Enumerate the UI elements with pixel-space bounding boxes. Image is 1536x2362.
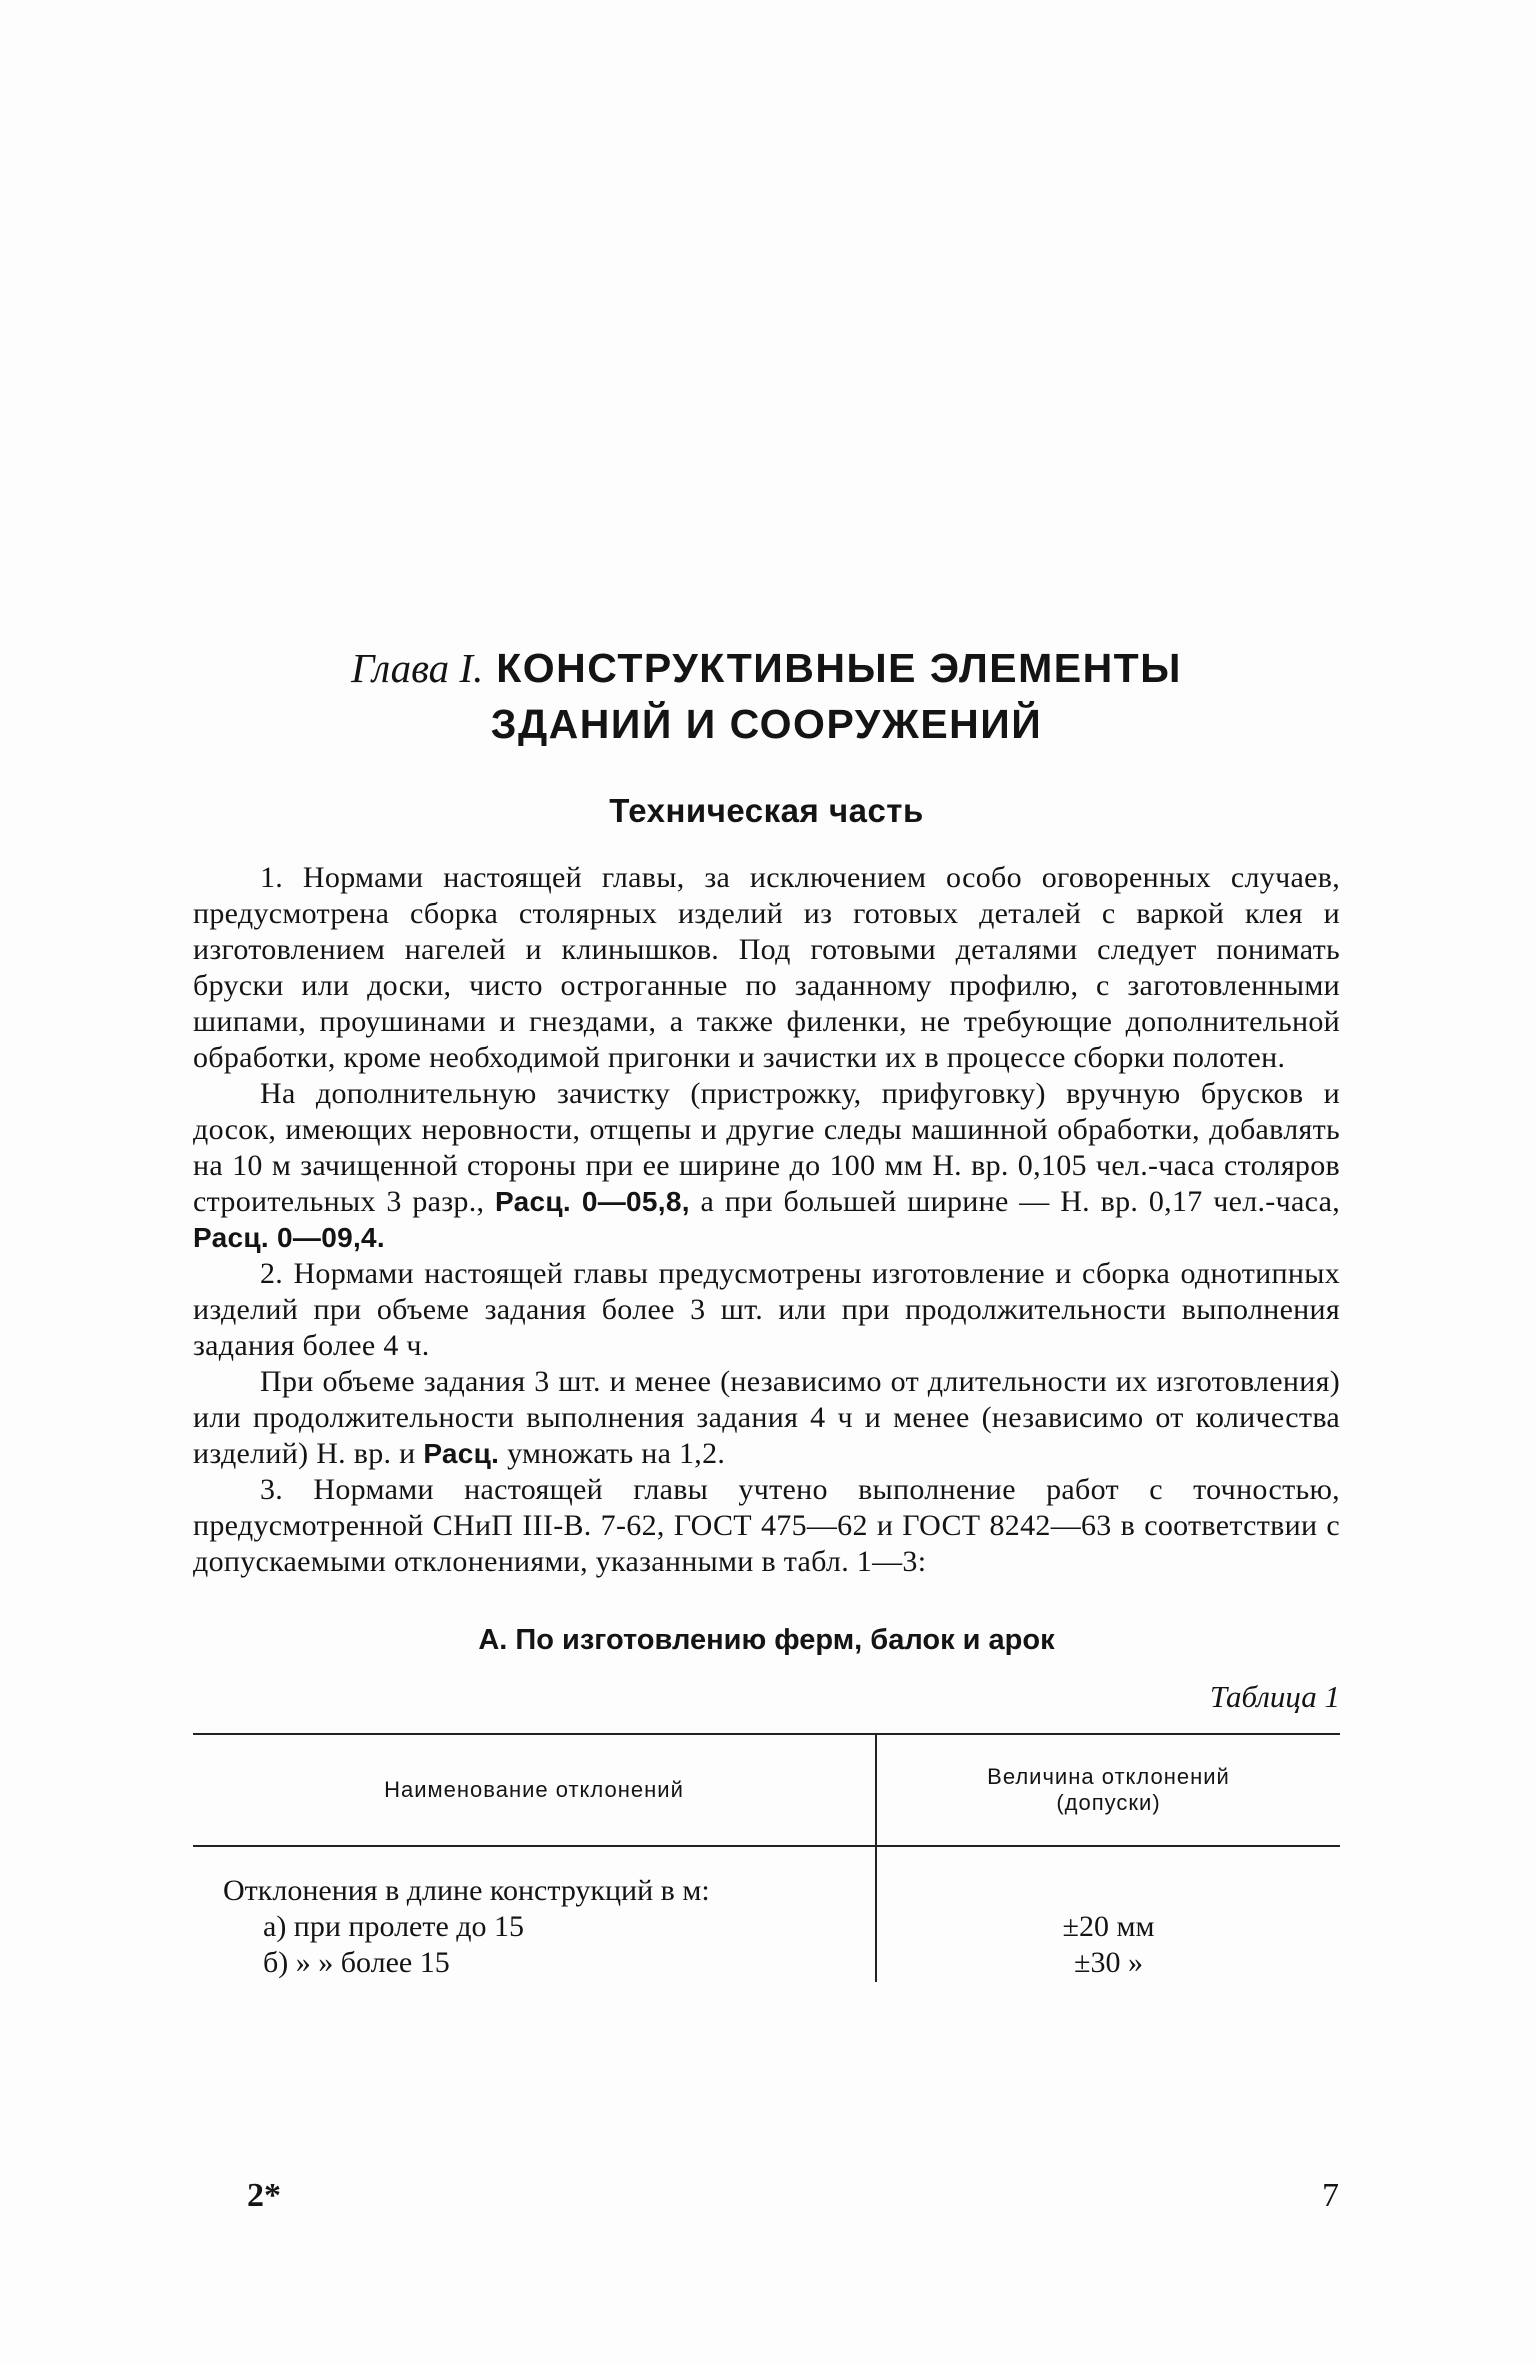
chapter-title (193, 640, 1340, 752)
table-row (193, 1846, 1340, 1982)
paragraph-4 (193, 1364, 1340, 1472)
paragraph-1: 1. Нормами настоящей главы, за исключением особо оговоренных случаев, предусмотрена сборка столярных изделий из готовых деталей с варкой клея и изготовлением нагелей и клинышков. Под готовыми деталями следует понимать бруски или доски, чисто остроганные по заданному профилю, с заготовленными шипами, проушинами и гнездами, а также филенки, не требующие дополнительной обработки, кроме необходимой пригонки и зачистки их в процессе сборки полотен. (193, 861, 1340, 1074)
chapter-title-line1: КОНСТРУКТИВНЫЕ ЭЛЕМЕНТЫ (496, 645, 1182, 691)
row-item-a: а) при пролете до 15 (263, 1910, 525, 1943)
table-header-name: Наименование отклонений (193, 1734, 876, 1846)
paragraph-2-text-b: а при большей ширине — Н. вр. 0,17 чел.-часа, (700, 1185, 1340, 1218)
table-header-value-line1: Величина отклонений (987, 1764, 1230, 1789)
paragraph-4-text-b: умножать на 1,2. (507, 1437, 726, 1470)
paragraph-3: 2. Нормами настоящей главы предусмотрены изготовление и сборка однотипных изделий при объеме задания более 3 шт. или при продолжительности выполнения задания более 4 ч. (193, 1257, 1340, 1362)
value-a: ±20 мм (1062, 1910, 1155, 1943)
page-number: 7 (1322, 2177, 1339, 2214)
row-item-b: б) » » более 15 (263, 1946, 450, 1979)
chapter-lead: Глава I. (351, 645, 484, 691)
row-title: Отклонения в длине конструкций в м: (223, 1874, 710, 1907)
paragraph-2-text: На дополнительную зачистку (пристрожку, прифуговку) вручную брусков и досок, имеющих неровности, отщепы и другие следы машинной обработки, добавлять на 10 м зачищенной стороны при ее ширине до 100 мм Н. вр. 0,105 чел.-часа столяров строительных 3 разр., (193, 1077, 1340, 1218)
table-caption: Таблица 1 (1209, 1679, 1340, 1714)
table-cell-name (193, 1846, 876, 1982)
rate-2: Расц. 0—09,4. (193, 1222, 385, 1253)
table-section-heading: А. По изготовлению ферм, балок и арок (478, 1624, 1055, 1656)
tolerance-table (193, 1733, 1340, 1982)
table-header-value-line2: (допуски) (1056, 1790, 1161, 1815)
rate-1: Расц. 0—05,8, (495, 1186, 690, 1217)
document-page (193, 640, 1340, 1982)
signature-mark: 2* (247, 2177, 281, 2214)
paragraph-5: 3. Нормами настоящей главы учтено выполнение работ с точностью, предусмотренной СНиП III-В. 7-62, ГОСТ 475—62 и ГОСТ 8242—63 в соответствии с допускаемыми отклонениями, указанными в табл. 1—3: (193, 1473, 1340, 1578)
paragraph-4-text: При объеме задания 3 шт. и менее (независимо от длительности их изготовления) или продолжительности выполнения задания 4 ч и менее (независимо от количества изделий) Н. вр. и (193, 1365, 1340, 1470)
paragraph-2 (193, 1076, 1340, 1256)
table-cell-value (876, 1846, 1340, 1982)
chapter-title-line2: ЗДАНИЙ И СООРУЖЕНИЙ (490, 701, 1043, 747)
rate-term: Расц. (423, 1438, 500, 1469)
section-title: Техническая часть (609, 792, 924, 829)
table-header-value (876, 1734, 1340, 1846)
value-b: ±30 » (1074, 1946, 1143, 1979)
